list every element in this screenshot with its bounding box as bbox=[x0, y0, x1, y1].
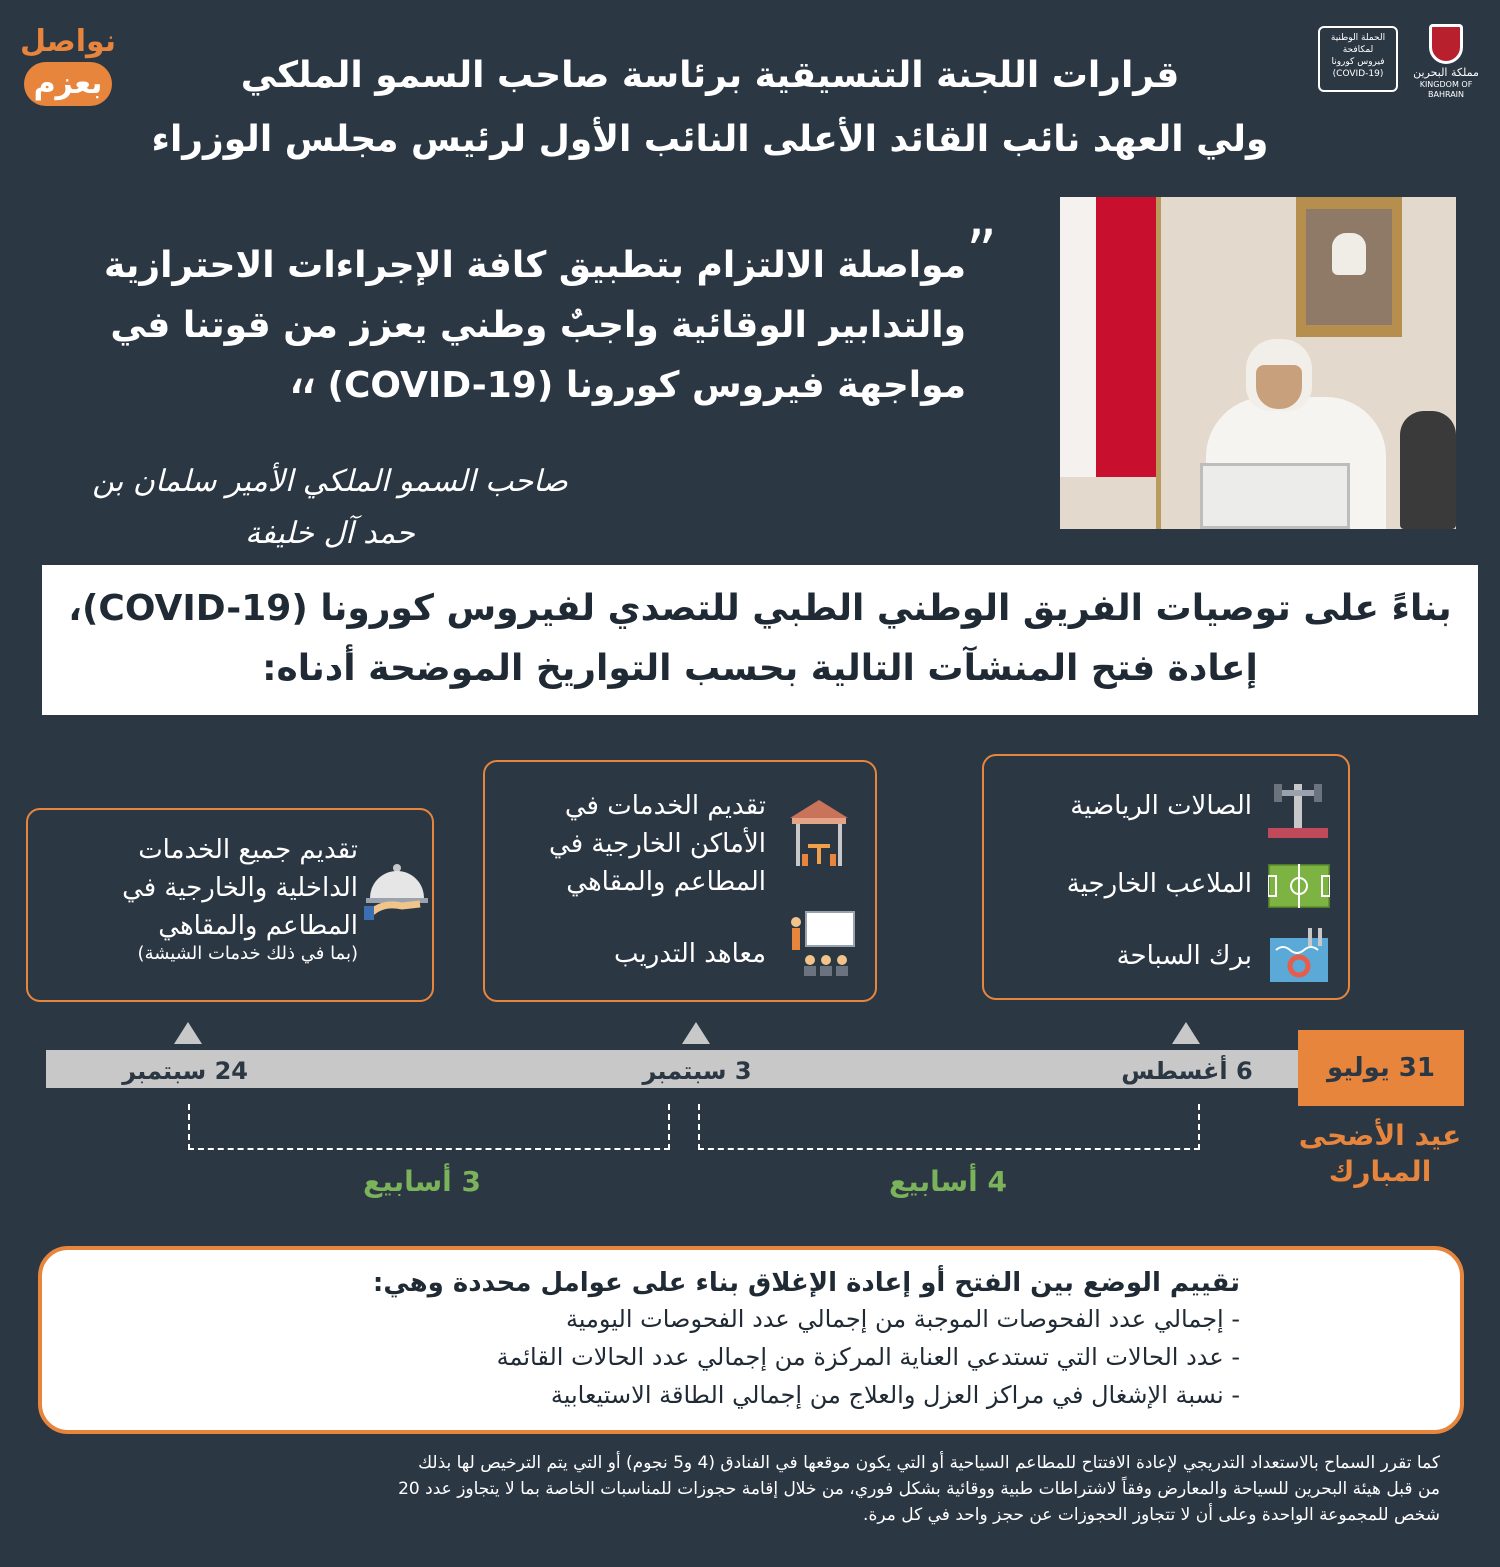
eid-label bbox=[1290, 1118, 1470, 1190]
phase2-outdoor-line2: الأماكن الخارجية في bbox=[549, 829, 766, 859]
campaign-logo-line2: لمكافحة bbox=[1342, 45, 1374, 55]
pool-icon bbox=[1270, 928, 1328, 982]
phase2-outdoor-line1: تقديم الخدمات في bbox=[564, 791, 766, 821]
start-date-31-july: 31 يوليو bbox=[1298, 1030, 1464, 1106]
field-icon bbox=[1268, 864, 1330, 908]
weeks-4: 4 أسابيع bbox=[889, 1165, 1007, 1198]
quote-line3: مواجهة فيروس كورونا (COVID-19) bbox=[327, 365, 966, 406]
quote-open-mark: ” bbox=[966, 217, 998, 287]
phase1-item-pools: برك السباحة bbox=[1116, 941, 1252, 971]
interval-bracket-3weeks bbox=[188, 1104, 670, 1150]
title-line2: ولي العهد نائب القائد الأعلى النائب الأول لرئيس مجلس الوزراء bbox=[151, 119, 1269, 160]
date-6-august: 6 أغسطس bbox=[1108, 1054, 1266, 1088]
kingdom-logo bbox=[1404, 24, 1488, 99]
footnote bbox=[40, 1450, 1440, 1528]
kingdom-name-arabic: مملكة البحرين bbox=[1413, 66, 1479, 79]
criteria-box bbox=[38, 1246, 1464, 1434]
date-3-september: 3 سبتمبر bbox=[626, 1054, 768, 1088]
phase2-outdoor-line3: المطاعم والمقاهي bbox=[566, 867, 766, 897]
quote-text bbox=[100, 236, 966, 416]
announcement-banner bbox=[42, 565, 1478, 715]
criteria-item: - عدد الحالات التي تستدعي العناية المركزة من إجمالي عدد الحالات القائمة bbox=[496, 1343, 1240, 1371]
campaign-logo-line4: (COVID-19) bbox=[1332, 69, 1384, 79]
camera bbox=[1400, 411, 1456, 529]
phase1-item-fields: الملاعب الخارجية bbox=[1066, 869, 1252, 899]
page-title bbox=[120, 44, 1300, 172]
flag-icon bbox=[1060, 197, 1096, 477]
brand-line1: نواصل bbox=[19, 24, 117, 59]
campaign-logo bbox=[1318, 26, 1398, 92]
footnote-line1: كما تقرر السماح بالاستعداد التدريجي لإعادة الافتتاح للمطاعم السياحية أو التي يكون موقعها في الفنادق (4 و5 نجوم) أو التي يتم الترخيص لها بذلك bbox=[418, 1453, 1440, 1473]
phase1-item-gyms: الصالات الرياضية bbox=[1070, 791, 1252, 821]
outdoor-dining-icon bbox=[786, 798, 852, 868]
banner-line1: بناءً على توصيات الفريق الوطني الطبي للتصدي لفيروس كورونا (COVID-19)، bbox=[68, 588, 1452, 629]
eid-line2: المبارك bbox=[1328, 1155, 1432, 1188]
pointer-24sep bbox=[174, 1022, 202, 1044]
monitor bbox=[1200, 463, 1350, 529]
title-line1: قرارات اللجنة التنسيقية برئاسة صاحب السمو الملكي bbox=[240, 55, 1180, 96]
campaign-logo-line3: فيروس كورونا bbox=[1331, 57, 1385, 67]
footnote-line3: شخص للمجموعة الواحدة وعلى أن لا تتجاوز الحجوزات عن حجز واحد في كل مرة. bbox=[863, 1505, 1440, 1525]
gym-icon bbox=[1266, 780, 1330, 842]
phase3-line2: الداخلية والخارجية في bbox=[122, 873, 358, 903]
quote-line2: والتدابير الوقائية واجبٌ وطني يعزز من قوتنا في bbox=[110, 305, 966, 346]
phase2-training: معاهد التدريب bbox=[614, 939, 766, 969]
brand-logo bbox=[18, 24, 118, 124]
brand-line2: بعزم bbox=[24, 62, 113, 106]
criteria-item: - نسبة الإشغال في مراكز العزل والعلاج من إجمالي الطاقة الاستيعابية bbox=[550, 1381, 1240, 1409]
interval-bracket-4weeks bbox=[698, 1104, 1200, 1150]
banner-line2: إعادة فتح المنشآت التالية بحسب التواريخ الموضحة أدناه: bbox=[262, 648, 1258, 689]
crown-prince-photo bbox=[1060, 197, 1456, 529]
signature: صاحب السمو الملكي الأمير سلمان بن حمد آل خليفة bbox=[92, 464, 568, 551]
eid-line1: عيد الأضحى bbox=[1298, 1119, 1462, 1152]
weeks-3: 3 أسابيع bbox=[363, 1165, 481, 1198]
date-24-september: 24 سبتمبر bbox=[114, 1054, 260, 1088]
phase3-line3: المطاعم والمقاهي bbox=[158, 911, 358, 941]
footnote-line2: من قبل هيئة البحرين للسياحة والمعارض وفقاً لاشتراطات طبية ووقائية بشكل فوري، من خلال إقامة حجوزات للمناسبات الخاصة بما لا يتجاوز عدد 20 bbox=[398, 1479, 1440, 1499]
pointer-6aug bbox=[1172, 1022, 1200, 1044]
quote-close-mark: “ bbox=[288, 367, 320, 437]
serving-tray-icon bbox=[364, 860, 430, 922]
training-icon bbox=[786, 910, 856, 976]
pointer-3sep bbox=[682, 1022, 710, 1044]
criteria-item: - إجمالي عدد الفحوصات الموجبة من إجمالي عدد الفحوصات اليومية bbox=[565, 1305, 1240, 1333]
kingdom-name-english: KINGDOM OF BAHRAIN bbox=[1419, 80, 1473, 99]
bahrain-emblem-icon bbox=[1429, 24, 1463, 64]
criteria-title: تقييم الوضع بين الفتح أو إعادة الإغلاق بناء على عوامل محددة وهي: bbox=[372, 1268, 1240, 1298]
phase3-note: (بما في ذلك خدمات الشيشة) bbox=[137, 943, 358, 964]
campaign-logo-line1: الحملة الوطنية bbox=[1330, 33, 1386, 43]
quote-line1: مواصلة الالتزام بتطبيق كافة الإجراءات الاحترازية bbox=[104, 245, 966, 286]
phase3-line1: تقديم جميع الخدمات bbox=[138, 835, 358, 865]
